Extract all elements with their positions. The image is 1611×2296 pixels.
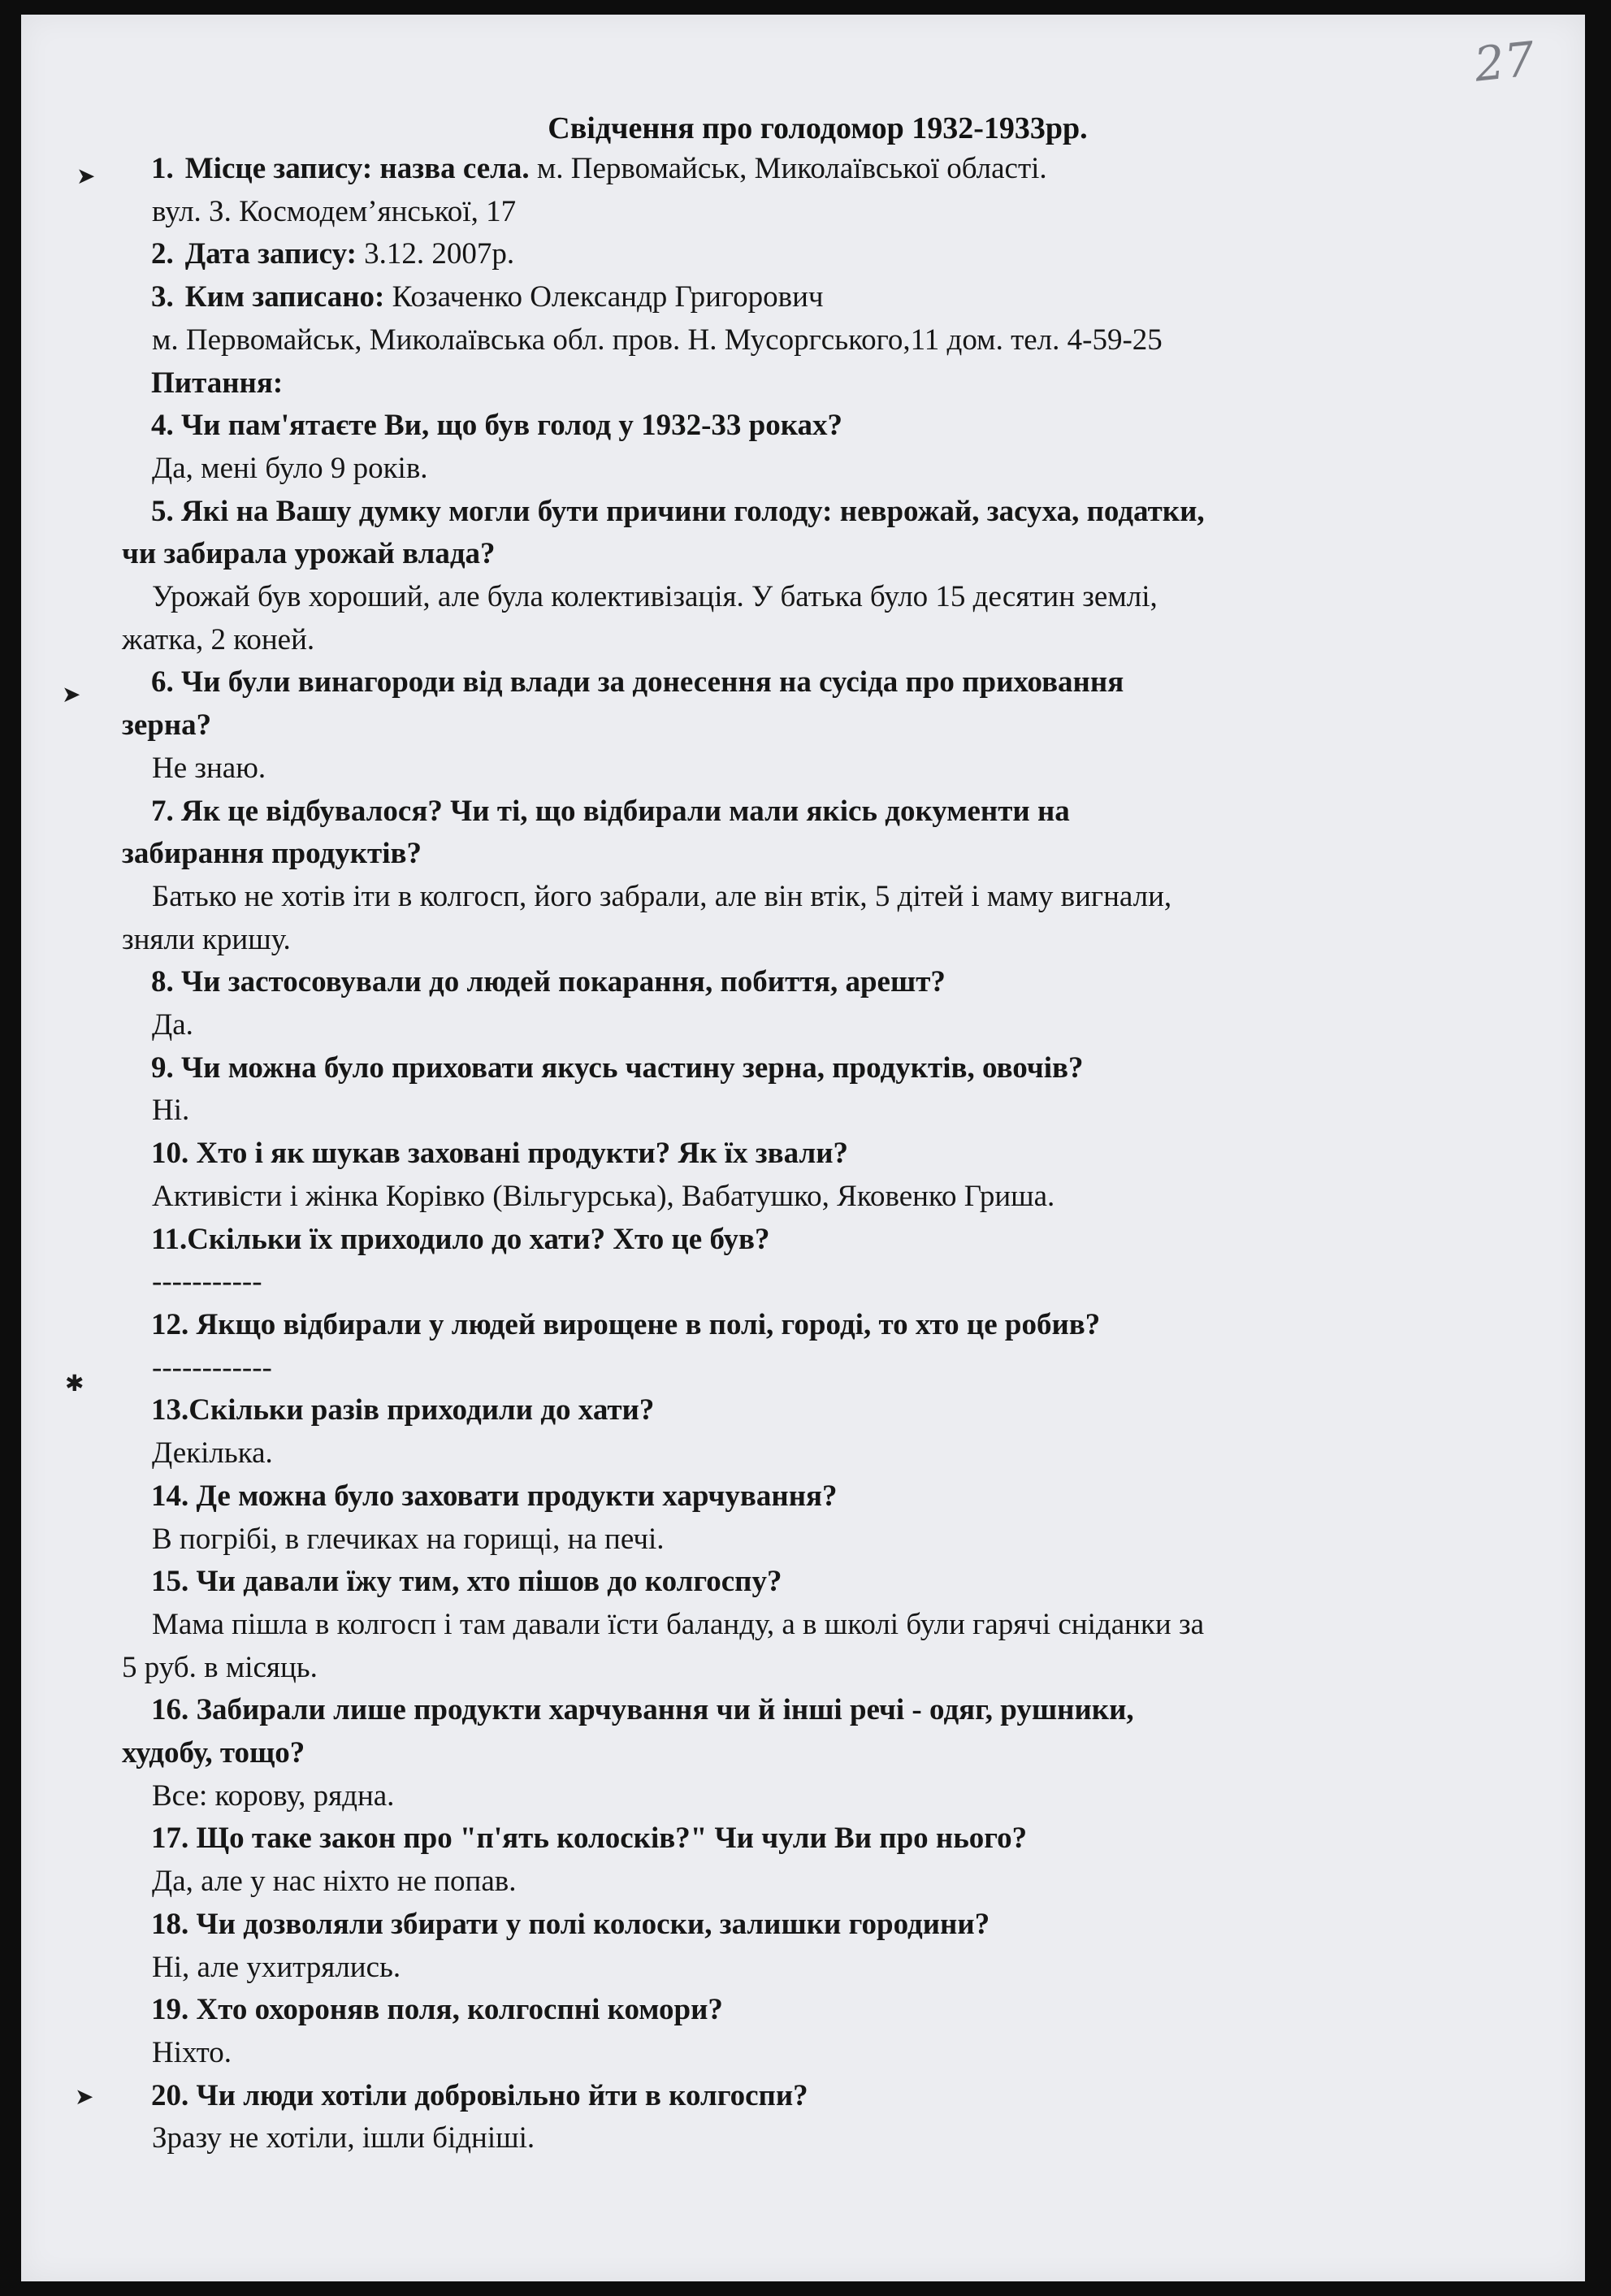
question: 9. Чи можна було приховати якусь частину зерна, продуктів, овочів? [151, 1051, 1084, 1085]
question: 4. Чи пам'ятаєте Ви, що був голод у 1932-33 роках? [151, 409, 843, 443]
question-continuation: худобу, тощо? [122, 1736, 305, 1770]
item-number: 1. [151, 152, 174, 185]
field-label: Дата запису: [184, 237, 357, 271]
answer: Да, мені було 9 років. [152, 451, 428, 485]
address-line: вул. З. Космодем’янської, 17 [152, 194, 517, 228]
question-continuation: зерна? [122, 708, 212, 743]
answer-continuation: зняли кришу. [122, 922, 291, 956]
address-line: м. Первомайськ, Миколаївська обл. пров. Н. Мусоргського,11 дом. тел. 4-59-25 [152, 323, 1163, 357]
document-title: Свідчення про голодомор 1932-1933рр. [548, 111, 1088, 145]
answer: Урожай був хороший, але була колективізація. У батька було 15 десятин землі, [152, 580, 1158, 614]
question: 20. Чи люди хотіли добровільно йти в колгоспи? [151, 2078, 808, 2112]
question: 16. Забирали лише продукти харчування чи й інші речі - одяг, рушники, [151, 1693, 1134, 1727]
field-value: м. Первомайськ, Миколаївської області. [529, 152, 1047, 185]
question: 11.Скільки їх приходило до хати? Хто це був? [151, 1222, 770, 1256]
question: 19. Хто охороняв поля, колгоспні комори? [151, 1993, 723, 2027]
question: 18. Чи дозволяли збирати у полі колоски, залишки городини? [151, 1907, 990, 1941]
question: 5. Які на Вашу думку могли бути причини голоду: неврожай, засуха, податки, [151, 494, 1205, 528]
record-info-line [122, 148, 1487, 191]
field-value: 3.12. 2007р. [356, 237, 515, 271]
record-info-line [122, 233, 1487, 276]
question: 10. Хто і як шукав заховані продукти? Як їх звали? [151, 1137, 849, 1171]
answer-continuation: жатка, 2 коней. [122, 622, 315, 656]
field-value: Козаченко Олександр Григорович [384, 280, 824, 314]
answer: Активісти і жінка Корівко (Вільгурська), Вабатушко, Яковенко Гриша. [152, 1179, 1055, 1213]
record-info-line [122, 276, 1487, 319]
answer: Декілька. [152, 1436, 273, 1471]
answer: ----------- [152, 1265, 262, 1299]
question-continuation: чи забирала урожай влада? [122, 537, 496, 571]
question: 17. Що таке закон про "п'ять колосків?" Чи чули Ви про нього? [151, 1822, 1028, 1856]
answer: Батько не хотів іти в колгосп, його забрали, але він втік, 5 дітей і маму вигнали, [152, 879, 1172, 913]
item-number: 2. [151, 237, 174, 271]
handwritten-page-number: 27 [1471, 31, 1538, 93]
answer: Ні, але ухитрялись. [152, 1950, 401, 1984]
question: 7. Як це відбувалося? Чи ті, що відбирали мали якісь документи на [151, 794, 1070, 828]
answer-continuation: 5 руб. в місяць. [122, 1650, 318, 1684]
question: 13.Скільки разів приходили до хати? [151, 1393, 655, 1427]
answer: В погрібі, в глечиках на горищі, на печі. [152, 1522, 665, 1556]
answer: Ні. [152, 1094, 190, 1128]
margin-arrow-mark: ➤ [62, 682, 81, 708]
answer: Мама пішла в колгосп і там давали їсти баланду, а в школі були гарячі сніданки за [152, 1607, 1204, 1641]
margin-arrow-mark: ➤ [76, 164, 96, 189]
answer: Ніхто. [152, 2035, 232, 2069]
question-continuation: забирання продуктів? [122, 837, 422, 871]
question: 12. Якщо відбирали у людей вирощене в полі, городі, то хто це робив? [151, 1307, 1101, 1341]
margin-arrow-mark: ➤ [75, 2085, 94, 2110]
field-label: Місце запису: назва села. [184, 152, 530, 185]
field-label: Ким записано: [184, 280, 385, 314]
questions-heading: Питання: [151, 366, 284, 400]
question: 6. Чи були винагороди від влади за донесення на сусіда про приховання [151, 665, 1124, 700]
answer: ------------ [152, 1350, 272, 1384]
document-body [122, 148, 1487, 2160]
margin-asterisk-mark: ✱ [65, 1371, 84, 1397]
item-number: 3. [151, 280, 174, 314]
answer: Не знаю. [152, 751, 266, 785]
answer: Все: корову, рядна. [152, 1778, 395, 1813]
question: 8. Чи застосовували до людей покарання, побиття, арешт? [151, 965, 946, 999]
answer: Да, але у нас ніхто не попав. [152, 1865, 517, 1899]
answer: Да. [152, 1008, 193, 1042]
question: 15. Чи давали їжу тим, хто пішов до колгоспу? [151, 1565, 782, 1599]
question: 14. Де можна було заховати продукти харчування? [151, 1479, 838, 1513]
answer: Зразу не хотіли, ішли бідніші. [152, 2121, 535, 2155]
